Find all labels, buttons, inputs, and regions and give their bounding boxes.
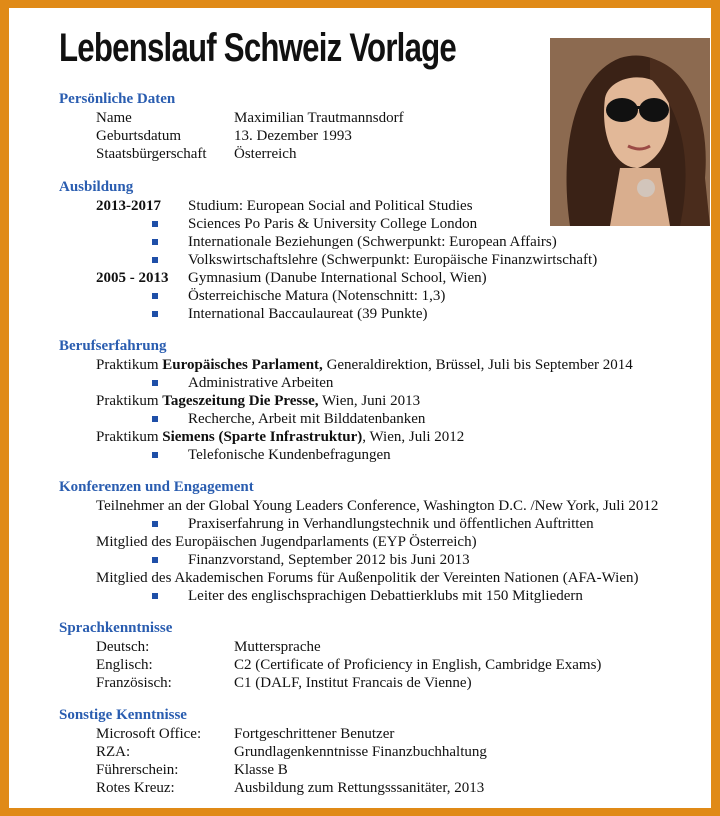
experience-entry: [96, 428, 464, 446]
education-bullet: Volkswirtschaftslehre (Schwerpunkt: Europäische Finanzwirtschaft): [188, 252, 598, 268]
skill-value: Klasse B: [234, 762, 288, 778]
bullet-icon: [152, 221, 158, 227]
bullet-icon: [152, 380, 158, 386]
skill-label: Rotes Kreuz:: [96, 780, 175, 796]
skill-value: Grundlagenkenntnisse Finanzbuchhaltung: [234, 744, 487, 760]
education-bullet: Sciences Po Paris & University College London: [188, 216, 478, 232]
skill-label: Microsoft Office:: [96, 726, 202, 742]
experience-details: Generaldirektion, Brüssel, Juli bis September 2014: [322, 357, 633, 373]
education-bullet: International Baccaulaureat (39 Punkte): [188, 306, 428, 322]
section-heading-education: Ausbildung: [59, 179, 134, 195]
section-heading-languages: Sprachkenntnisse: [59, 620, 173, 636]
language-value: C2 (Certificate of Proficiency in English, Cambridge Exams): [234, 657, 602, 673]
bullet-icon: [152, 521, 158, 527]
personal-value: Österreich: [234, 146, 297, 162]
experience-prefix: Praktikum: [96, 393, 163, 409]
education-years: 2005 - 2013: [96, 270, 169, 286]
bullet-icon: [152, 557, 158, 563]
education-title: Gymnasium (Danube International School, Wien): [188, 270, 487, 286]
language-value: C1 (DALF, Institut Francais de Vienne): [234, 675, 472, 691]
page-title: Lebenslauf Schweiz Vorlage: [59, 26, 456, 70]
experience-prefix: Praktikum: [96, 429, 163, 445]
profile-photo: [550, 38, 710, 226]
bullet-icon: [152, 257, 158, 263]
experience-details: , Wien, Juli 2012: [362, 429, 465, 445]
skill-label: RZA:: [96, 744, 131, 760]
experience-prefix: Praktikum: [96, 357, 163, 373]
section-heading-personal: Persönliche Daten: [59, 91, 176, 107]
experience-details: Wien, Juni 2013: [318, 393, 421, 409]
section-heading-skills: Sonstige Kenntnisse: [59, 707, 187, 723]
experience-employer: Europäisches Parlament,: [162, 357, 323, 373]
education-title: Studium: European Social and Political Studies: [188, 198, 473, 214]
bullet-icon: [152, 416, 158, 422]
conference-bullet: Leiter des englischsprachigen Debattierklubs mit 150 Mitgliedern: [188, 588, 583, 604]
conference-bullet: Finanzvorstand, September 2012 bis Juni 2013: [188, 552, 470, 568]
experience-bullet: Administrative Arbeiten: [188, 375, 334, 391]
experience-bullet: Telefonische Kundenbefragungen: [188, 447, 391, 463]
personal-label: Geburtsdatum: [96, 128, 181, 144]
skill-value: Ausbildung zum Rettungsssanitäter, 2013: [234, 780, 485, 796]
experience-employer: Tageszeitung Die Presse,: [162, 393, 319, 409]
language-label: Englisch:: [96, 657, 153, 673]
conference-entry: Mitglied des Akademischen Forums für Außenpolitik der Vereinten Nationen (AFA-Wien): [96, 570, 639, 586]
section-heading-conferences: Konferenzen und Engagement: [59, 479, 254, 495]
conference-bullet: Praxiserfahrung in Verhandlungstechnik und öffentlichen Auftritten: [188, 516, 594, 532]
bullet-icon: [152, 293, 158, 299]
cv-page: [9, 8, 711, 808]
personal-label: Name: [96, 110, 132, 126]
skill-value: Fortgeschrittener Benutzer: [234, 726, 395, 742]
experience-entry: [96, 392, 420, 410]
bullet-icon: [152, 239, 158, 245]
conference-entry: Teilnehmer an der Global Young Leaders Conference, Washington D.C. /New York, Juli 2012: [96, 498, 659, 514]
personal-label: Staatsbürgerschaft: [96, 146, 207, 162]
skill-label: Führerschein:: [96, 762, 179, 778]
language-label: Französisch:: [96, 675, 172, 691]
bullet-icon: [152, 593, 158, 599]
experience-bullet: Recherche, Arbeit mit Bilddatenbanken: [188, 411, 426, 427]
personal-value: 13. Dezember 1993: [234, 128, 352, 144]
conference-entry: Mitglied des Europäischen Jugendparlaments (EYP Österreich): [96, 534, 477, 550]
bullet-icon: [152, 311, 158, 317]
experience-employer: Siemens (Sparte Infrastruktur): [162, 429, 363, 445]
language-value: Muttersprache: [234, 639, 321, 655]
personal-value: Maximilian Trautmannsdorf: [234, 110, 404, 126]
language-label: Deutsch:: [96, 639, 150, 655]
education-bullet: Internationale Beziehungen (Schwerpunkt: European Affairs): [188, 234, 557, 250]
education-bullet: Österreichische Matura (Notenschnitt: 1,3): [188, 288, 446, 304]
experience-entry: [96, 356, 633, 374]
section-heading-experience: Berufserfahrung: [59, 338, 167, 354]
bullet-icon: [152, 452, 158, 458]
education-years: 2013-2017: [96, 198, 161, 214]
